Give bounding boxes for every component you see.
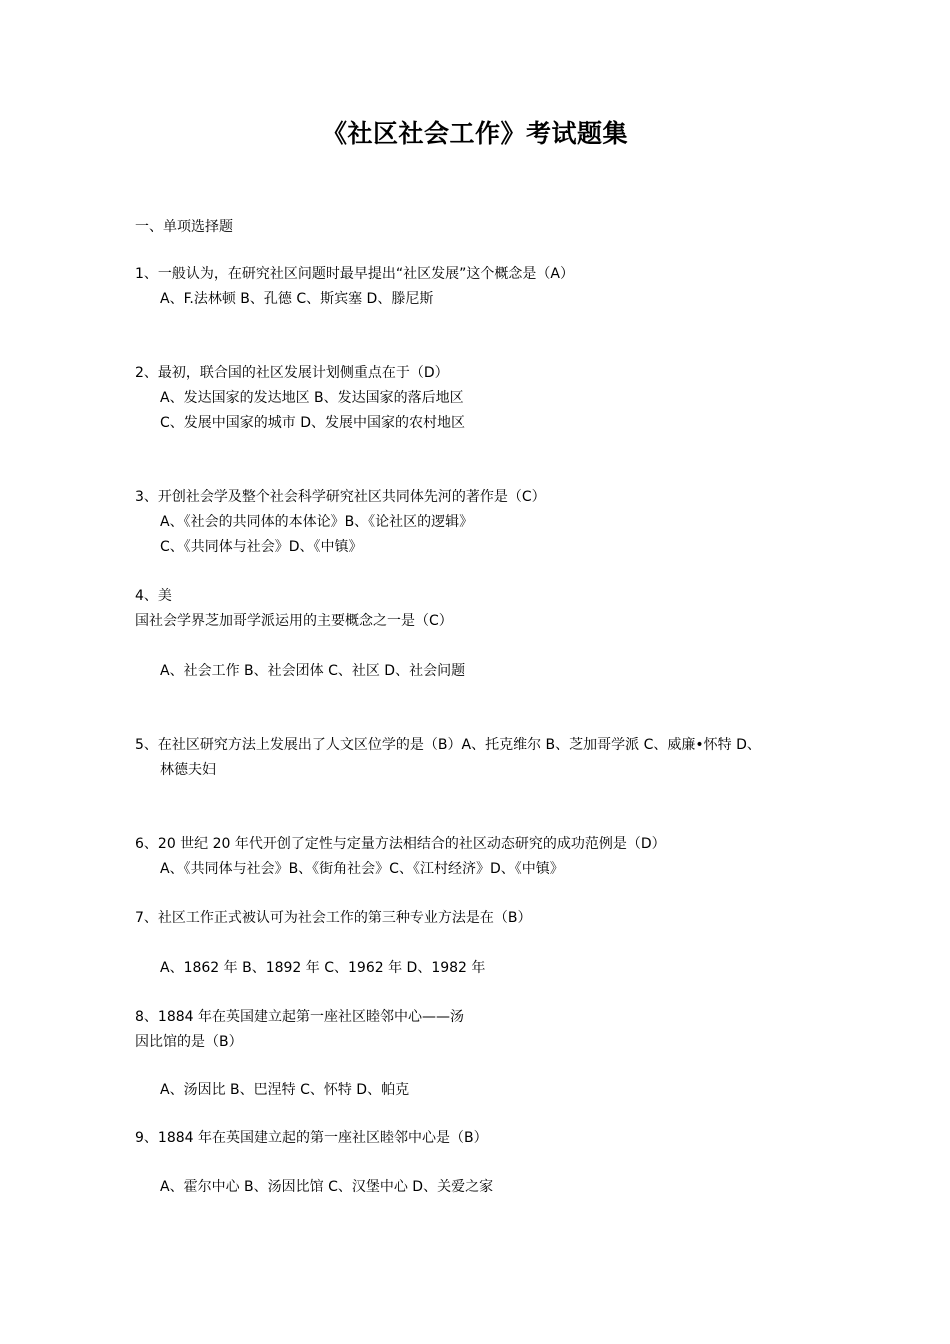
question-4-line-1: 4、美 <box>135 588 172 604</box>
question-5: 5、在社区研究方法上发展出了人文区位学的是（B）A、托克维尔 B、芝加哥学派 C、威廉•怀特 D、 <box>135 737 761 753</box>
question-1-options: A、F.法林顿 B、孔德 C、斯宾塞 D、滕尼斯 <box>160 291 434 307</box>
question-6-options: A、《共同体与社会》B、《街角社会》C、《江村经济》D、《中镇》 <box>160 861 564 877</box>
question-1: 1、一般认为，在研究社区问题时最早提出“社区发展”这个概念是（A） <box>135 266 574 282</box>
question-9: 9、1884 年在英国建立起的第一座社区睦邻中心是（B） <box>135 1130 488 1146</box>
question-8-line-2: 因比馆的是（B） <box>135 1034 243 1050</box>
question-6: 6、20 世纪 20 年代开创了定性与定量方法相结合的社区动态研究的成功范例是（D） <box>135 836 666 852</box>
question-8-options: A、汤因比 B、巴涅特 C、怀特 D、帕克 <box>160 1082 410 1098</box>
question-7: 7、社区工作正式被认可为社会工作的第三种专业方法是在（B） <box>135 910 532 926</box>
question-8-line-1: 8、1884 年在英国建立起第一座社区睦邻中心——汤 <box>135 1009 464 1025</box>
question-3-options-cd: C、《共同体与社会》D、《中镇》 <box>160 539 363 555</box>
question-4-options: A、社会工作 B、社会团体 C、社区 D、社会问题 <box>160 663 466 679</box>
question-2: 2、最初，联合国的社区发展计划侧重点在于（D） <box>135 365 449 381</box>
question-3: 3、开创社会学及整个社会科学研究社区共同体先河的著作是（C） <box>135 489 546 505</box>
question-3-options-ab: A、《社会的共同体的本体论》B、《论社区的逻辑》 <box>160 514 474 530</box>
question-5-continued: 林德夫妇 <box>160 762 216 778</box>
question-4-line-2: 国社会学界芝加哥学派运用的主要概念之一是（C） <box>135 613 453 629</box>
question-7-options: A、1862 年 B、1892 年 C、1962 年 D、1982 年 <box>160 960 486 976</box>
document-title: 《社区社会工作》考试题集 <box>321 119 628 148</box>
section-heading: 一、单项选择题 <box>135 219 233 235</box>
question-9-options: A、霍尔中心 B、汤因比馆 C、汉堡中心 D、关爱之家 <box>160 1179 494 1195</box>
question-2-options-ab: A、发达国家的发达地区 B、发达国家的落后地区 <box>160 390 464 406</box>
question-2-options-cd: C、发展中国家的城市 D、发展中国家的农村地区 <box>160 415 466 431</box>
